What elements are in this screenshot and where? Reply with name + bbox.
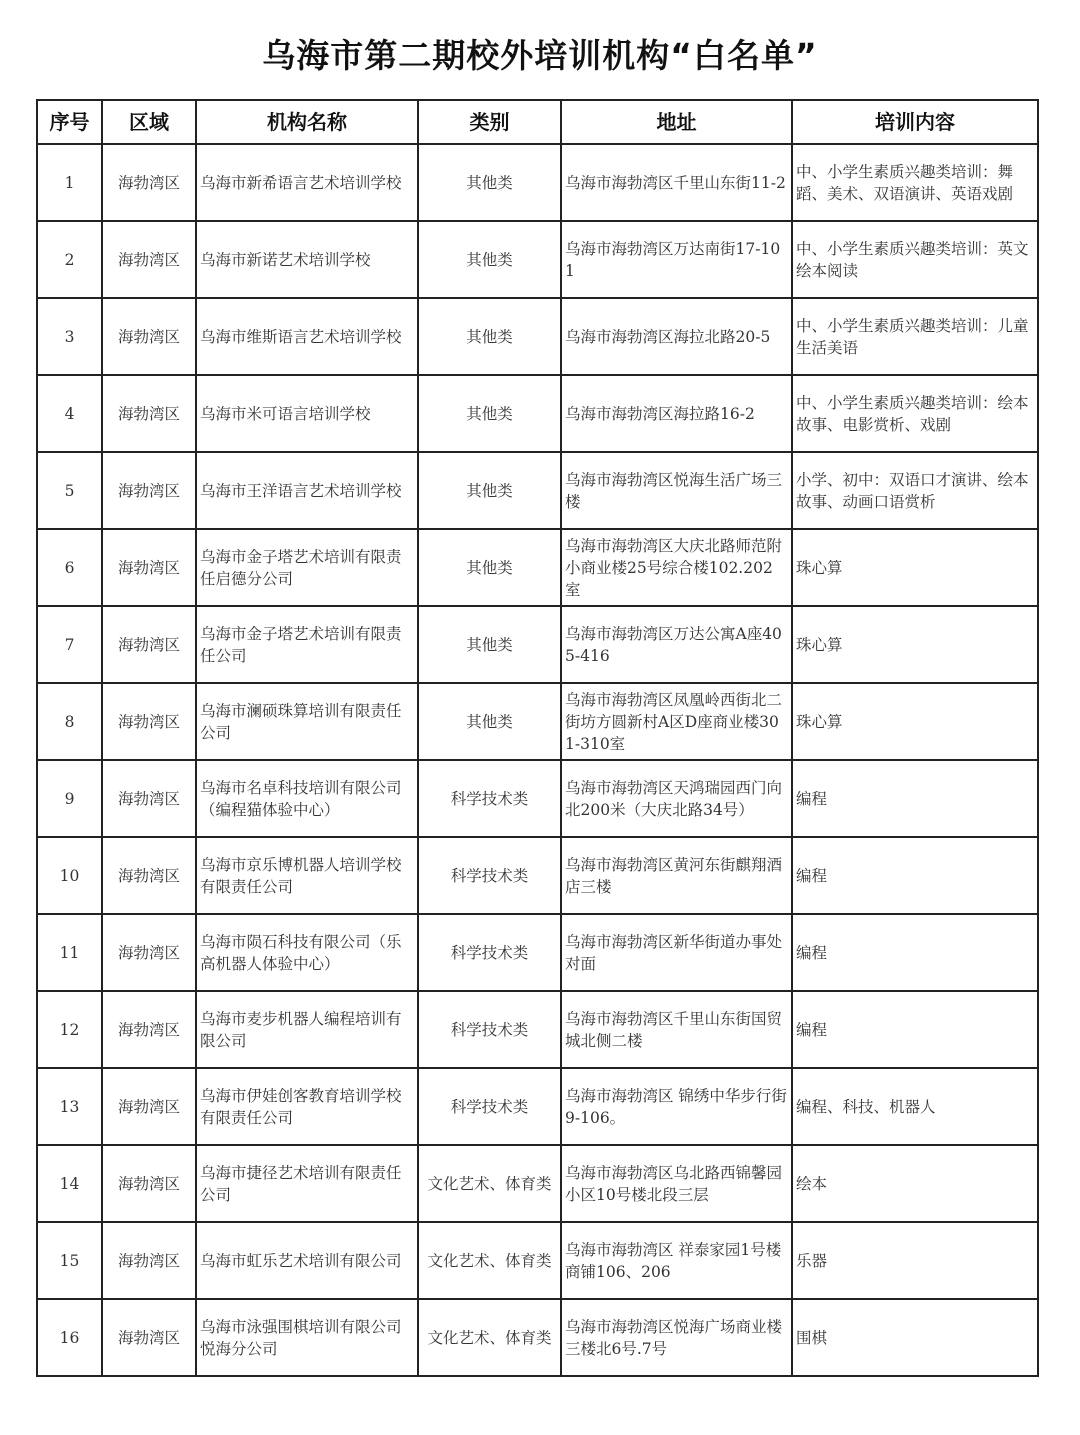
cell-area: 海勃湾区 bbox=[102, 606, 196, 683]
cell-name: 乌海市金子塔艺术培训有限责任启德分公司 bbox=[196, 529, 418, 606]
cell-category: 其他类 bbox=[418, 606, 561, 683]
cell-address: 乌海市海勃湾区万达南街17-101 bbox=[561, 221, 792, 298]
cell-category: 其他类 bbox=[418, 144, 561, 221]
cell-no: 14 bbox=[37, 1145, 102, 1222]
cell-address: 乌海市海勃湾区海拉路16-2 bbox=[561, 375, 792, 452]
table-row bbox=[37, 529, 1038, 606]
cell-address: 乌海市海勃湾区悦海广场商业楼三楼北6号.7号 bbox=[561, 1299, 792, 1376]
table-row bbox=[37, 452, 1038, 529]
cell-name: 乌海市新诺艺术培训学校 bbox=[196, 221, 418, 298]
table-row bbox=[37, 1299, 1038, 1376]
cell-content: 编程 bbox=[792, 760, 1038, 837]
cell-address: 乌海市海勃湾区 祥泰家园1号楼商铺106、206 bbox=[561, 1222, 792, 1299]
cell-area: 海勃湾区 bbox=[102, 452, 196, 529]
cell-content: 编程 bbox=[792, 991, 1038, 1068]
cell-content: 中、小学生素质兴趣类培训：儿童生活美语 bbox=[792, 298, 1038, 375]
cell-name: 乌海市米可语言培训学校 bbox=[196, 375, 418, 452]
cell-name: 乌海市名卓科技培训有限公司（编程猫体验中心） bbox=[196, 760, 418, 837]
cell-content: 绘本 bbox=[792, 1145, 1038, 1222]
cell-address: 乌海市海勃湾区 锦绣中华步行街9-106。 bbox=[561, 1068, 792, 1145]
cell-content: 乐器 bbox=[792, 1222, 1038, 1299]
header-row bbox=[37, 100, 1038, 144]
header-category: 类别 bbox=[418, 100, 561, 144]
cell-category: 其他类 bbox=[418, 529, 561, 606]
header-no: 序号 bbox=[37, 100, 102, 144]
header-area: 区域 bbox=[102, 100, 196, 144]
cell-category: 科学技术类 bbox=[418, 914, 561, 991]
cell-address: 乌海市海勃湾区千里山东街11-2 bbox=[561, 144, 792, 221]
table-row bbox=[37, 683, 1038, 760]
table-row bbox=[37, 760, 1038, 837]
table-row bbox=[37, 1145, 1038, 1222]
cell-no: 9 bbox=[37, 760, 102, 837]
cell-no: 5 bbox=[37, 452, 102, 529]
table-row bbox=[37, 375, 1038, 452]
cell-name: 乌海市维斯语言艺术培训学校 bbox=[196, 298, 418, 375]
table-row bbox=[37, 1222, 1038, 1299]
cell-category: 科学技术类 bbox=[418, 991, 561, 1068]
cell-category: 其他类 bbox=[418, 298, 561, 375]
cell-address: 乌海市海勃湾区悦海生活广场三楼 bbox=[561, 452, 792, 529]
cell-no: 15 bbox=[37, 1222, 102, 1299]
table-row bbox=[37, 298, 1038, 375]
cell-content: 编程、科技、机器人 bbox=[792, 1068, 1038, 1145]
cell-name: 乌海市陨石科技有限公司（乐高机器人体验中心） bbox=[196, 914, 418, 991]
cell-address: 乌海市海勃湾区海拉北路20-5 bbox=[561, 298, 792, 375]
cell-content: 珠心算 bbox=[792, 606, 1038, 683]
cell-content: 中、小学生素质兴趣类培训：舞蹈、美术、双语演讲、英语戏剧 bbox=[792, 144, 1038, 221]
cell-name: 乌海市金子塔艺术培训有限责任公司 bbox=[196, 606, 418, 683]
whitelist-table bbox=[36, 99, 1039, 1377]
cell-no: 1 bbox=[37, 144, 102, 221]
cell-category: 文化艺术、体育类 bbox=[418, 1222, 561, 1299]
cell-address: 乌海市海勃湾区千里山东街国贸城北侧二楼 bbox=[561, 991, 792, 1068]
cell-content: 中、小学生素质兴趣类培训：绘本故事、电影赏析、戏剧 bbox=[792, 375, 1038, 452]
table-row bbox=[37, 914, 1038, 991]
cell-content: 围棋 bbox=[792, 1299, 1038, 1376]
cell-no: 8 bbox=[37, 683, 102, 760]
table-row bbox=[37, 606, 1038, 683]
cell-no: 7 bbox=[37, 606, 102, 683]
cell-no: 6 bbox=[37, 529, 102, 606]
cell-no: 4 bbox=[37, 375, 102, 452]
cell-name: 乌海市虹乐艺术培训有限公司 bbox=[196, 1222, 418, 1299]
cell-name: 乌海市麦步机器人编程培训有限公司 bbox=[196, 991, 418, 1068]
cell-content: 编程 bbox=[792, 914, 1038, 991]
cell-no: 13 bbox=[37, 1068, 102, 1145]
cell-area: 海勃湾区 bbox=[102, 298, 196, 375]
cell-category: 科学技术类 bbox=[418, 837, 561, 914]
header-content: 培训内容 bbox=[792, 100, 1038, 144]
cell-name: 乌海市伊娃创客教育培训学校有限责任公司 bbox=[196, 1068, 418, 1145]
page-title: 乌海市第二期校外培训机构“白名单” bbox=[262, 36, 818, 75]
cell-category: 其他类 bbox=[418, 452, 561, 529]
cell-no: 10 bbox=[37, 837, 102, 914]
cell-name: 乌海市捷径艺术培训有限责任公司 bbox=[196, 1145, 418, 1222]
cell-category: 其他类 bbox=[418, 375, 561, 452]
cell-content: 珠心算 bbox=[792, 529, 1038, 606]
cell-area: 海勃湾区 bbox=[102, 529, 196, 606]
cell-area: 海勃湾区 bbox=[102, 1145, 196, 1222]
cell-content: 中、小学生素质兴趣类培训：英文绘本阅读 bbox=[792, 221, 1038, 298]
cell-area: 海勃湾区 bbox=[102, 221, 196, 298]
cell-category: 其他类 bbox=[418, 683, 561, 760]
cell-category: 科学技术类 bbox=[418, 760, 561, 837]
cell-category: 科学技术类 bbox=[418, 1068, 561, 1145]
cell-name: 乌海市新希语言艺术培训学校 bbox=[196, 144, 418, 221]
cell-area: 海勃湾区 bbox=[102, 1299, 196, 1376]
cell-name: 乌海市京乐博机器人培训学校有限责任公司 bbox=[196, 837, 418, 914]
cell-content: 珠心算 bbox=[792, 683, 1038, 760]
cell-category: 其他类 bbox=[418, 221, 561, 298]
cell-name: 乌海市王洋语言艺术培训学校 bbox=[196, 452, 418, 529]
cell-address: 乌海市海勃湾区万达公寓A座405-416 bbox=[561, 606, 792, 683]
cell-area: 海勃湾区 bbox=[102, 1068, 196, 1145]
table-row bbox=[37, 991, 1038, 1068]
cell-area: 海勃湾区 bbox=[102, 914, 196, 991]
cell-content: 小学、初中：双语口才演讲、绘本故事、动画口语赏析 bbox=[792, 452, 1038, 529]
cell-area: 海勃湾区 bbox=[102, 683, 196, 760]
cell-area: 海勃湾区 bbox=[102, 1222, 196, 1299]
cell-no: 16 bbox=[37, 1299, 102, 1376]
cell-name: 乌海市澜硕珠算培训有限责任公司 bbox=[196, 683, 418, 760]
table-row bbox=[37, 221, 1038, 298]
header-name: 机构名称 bbox=[196, 100, 418, 144]
cell-address: 乌海市海勃湾区凤凰岭西街北二街坊方圆新村A区D座商业楼301-310室 bbox=[561, 683, 792, 760]
cell-no: 2 bbox=[37, 221, 102, 298]
header-address: 地址 bbox=[561, 100, 792, 144]
table-row bbox=[37, 144, 1038, 221]
cell-address: 乌海市海勃湾区大庆北路师范附小商业楼25号综合楼102.202室 bbox=[561, 529, 792, 606]
cell-name: 乌海市泳强围棋培训有限公司悦海分公司 bbox=[196, 1299, 418, 1376]
cell-area: 海勃湾区 bbox=[102, 144, 196, 221]
cell-area: 海勃湾区 bbox=[102, 375, 196, 452]
cell-address: 乌海市海勃湾区乌北路西锦馨园小区10号楼北段三层 bbox=[561, 1145, 792, 1222]
cell-area: 海勃湾区 bbox=[102, 991, 196, 1068]
table-row bbox=[37, 837, 1038, 914]
cell-no: 3 bbox=[37, 298, 102, 375]
cell-address: 乌海市海勃湾区新华街道办事处对面 bbox=[561, 914, 792, 991]
cell-no: 11 bbox=[37, 914, 102, 991]
cell-content: 编程 bbox=[792, 837, 1038, 914]
cell-category: 文化艺术、体育类 bbox=[418, 1145, 561, 1222]
cell-address: 乌海市海勃湾区天鸿瑞园西门向北200米（大庆北路34号） bbox=[561, 760, 792, 837]
table-row bbox=[37, 1068, 1038, 1145]
cell-area: 海勃湾区 bbox=[102, 837, 196, 914]
cell-address: 乌海市海勃湾区黄河东街麒翔酒店三楼 bbox=[561, 837, 792, 914]
cell-area: 海勃湾区 bbox=[102, 760, 196, 837]
cell-category: 文化艺术、体育类 bbox=[418, 1299, 561, 1376]
cell-no: 12 bbox=[37, 991, 102, 1068]
